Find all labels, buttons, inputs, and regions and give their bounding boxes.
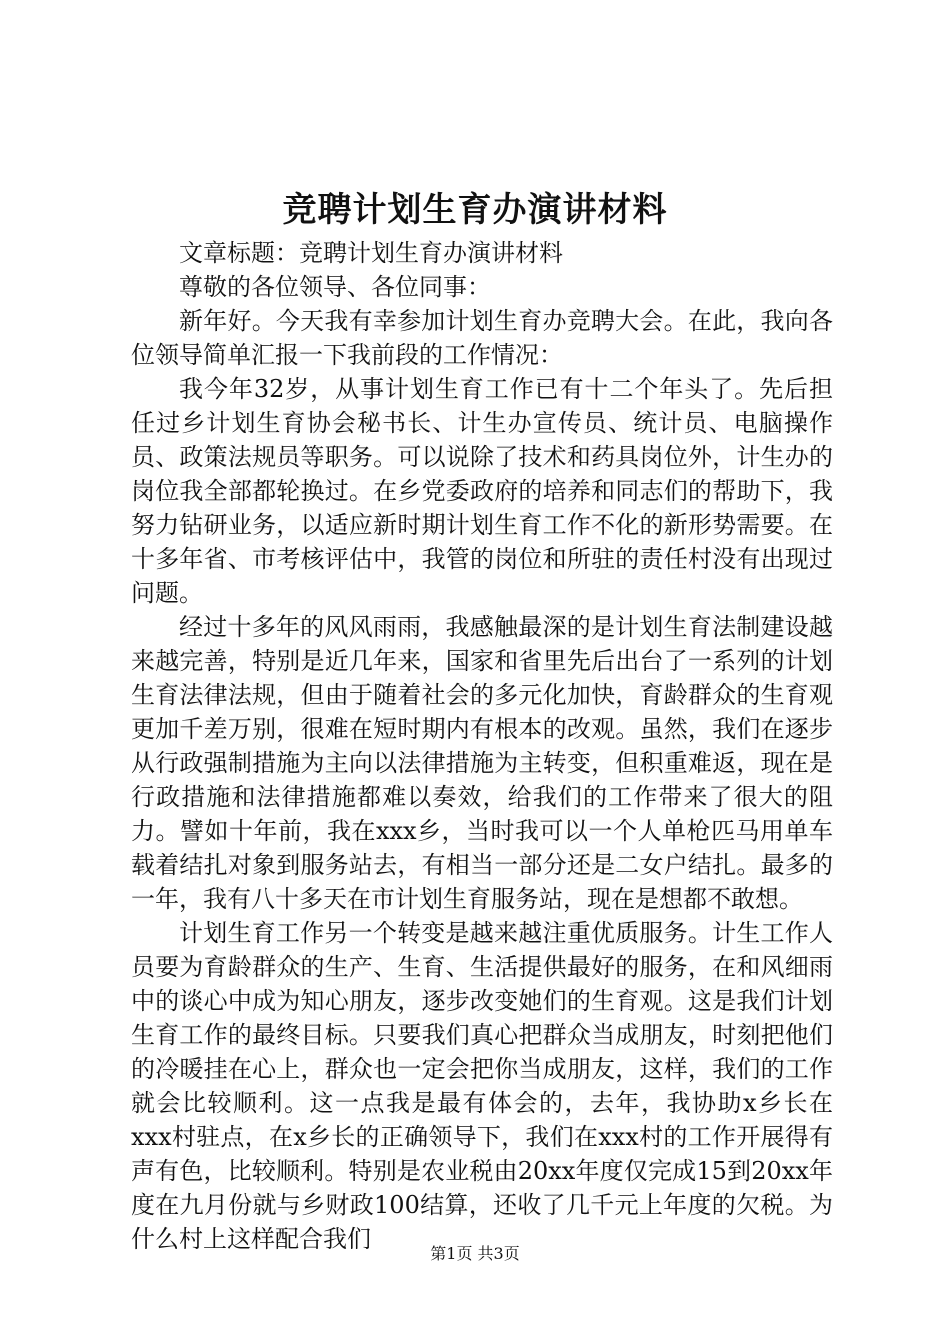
paragraph-work-history: 我今年32岁，从事计划生育工作已有十二个年头了。先后担任过乡计划生育协会秘书长、计生办宣传员、统计员、电脑操作员、政策法规员等职务。可以说除了技术和药具岗位外，计生办的岗位我全部都轮换过。在乡党委政府的培养和同志们的帮助下，我努力钻研业务，以适应新时期计划生育工作不化的新形势需要。在十多年省、市考核评估中，我管的岗位和所驻的责任村没有出现过问题。 — [131, 375, 833, 607]
document-body — [131, 236, 833, 1256]
paragraph-legal-changes: 经过十多年的风风雨雨，我感触最深的是计划生育法制建设越来越完善，特别是近几年来，国家和省里先后出台了一系列的计划生育法律法规，但由于随着社会的多元化加快，育龄群众的生育观更加千差万别，很难在短时期内有根本的改观。虽然，我们在逐步从行政强制措施为主向以法律措施为主转变，但积重难返，现在是行政措施和法律措施都难以奏效，给我们的工作带来了很大的阻力。譬如十年前，我在xxx乡，当时我可以一个人单枪匹马用单车载着结扎对象到服务站去，有相当一部分还是二女户结扎。最多的一年，我有八十多天在市计划生育服务站，现在是想都不敢想。 — [131, 613, 833, 913]
paragraph-salutation: 尊敬的各位领导、各位同事： — [179, 273, 491, 301]
page-number-footer: 第1页 共3页 — [430, 1244, 520, 1263]
paragraph-quality-service: 计划生育工作另一个转变是越来越注重优质服务。计生工作人员要为育龄群众的生产、生育、生活提供最好的服务，在和风细雨中的谈心中成为知心朋友，逐步改变她们的生育观。这是我们计划生育工作的最终目标。只要我们真心把群众当成朋友，时刻把他们的冷暖挂在心上，群众也一定会把你当成朋友，这样，我们的工作就会比较顺利。这一点我是最有体会的，去年，我协助x乡长在xxx村驻点，在x乡长的正确领导下，我们在xxx村的工作开展得有声有色，比较顺利。特别是农业税由20xx年度仅完成15到20xx年度在九月份就与乡财政100结算，还收了几千元上年度的欠税。为什么村上这样配合我们 — [131, 919, 833, 1253]
paragraph-greeting: 新年好。今天我有幸参加计划生育办竞聘大会。在此，我向各位领导简单汇报一下我前段的工作情况： — [131, 307, 833, 369]
document-title: 竞聘计划生育办演讲材料 — [282, 190, 668, 230]
paragraph-article-title: 文章标题：竞聘计划生育办演讲材料 — [179, 239, 563, 267]
